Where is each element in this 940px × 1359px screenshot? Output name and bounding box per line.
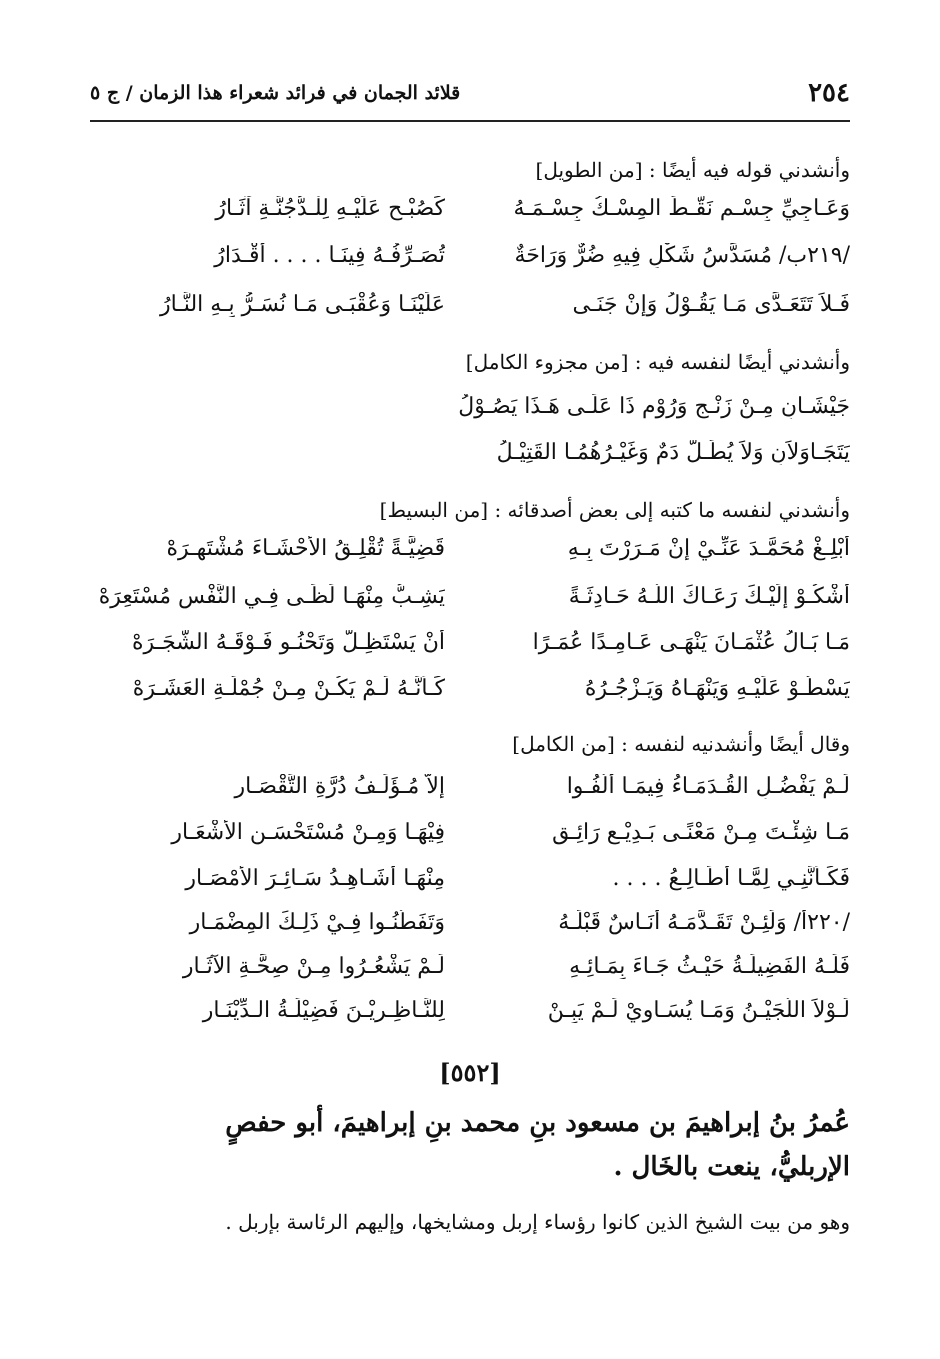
poem-verse — [90, 243, 850, 285]
verse-first-hemistich: فَـلاَ تَتَعَـدَّى مَـا يَقُـوْلُ وَإِنْ جَنَـى — [572, 292, 850, 317]
page-number: ٢٥٤ — [808, 78, 850, 108]
poem-verse — [90, 954, 850, 996]
verse-second-hemistich: قَضِيَّـةً تُقْلِـقُ الأَحْشَـاءَ مُشْتَهِـرَهْ — [166, 536, 445, 561]
verse-first-hemistich: مَـا شِئْـتَ مِـنْ مَعْنًـى بَـدِيْـعٍ رَائِـقٍ — [552, 820, 850, 845]
verse-second-hemistich: لَـمْ يَشْعُـرُوا مِـنْ صِحَّـةِ الآثَـارِ — [182, 954, 445, 979]
verse-full-line: جَيْشَـانِ مِـنْ زَنْـجٍ وَرُوْمٍ ذَا عَلَـى هَـذَا يَصُـوْلُ — [458, 394, 850, 419]
verse-second-hemistich: عَلَيْنَـا وَعُقْبَـى مَـا نُسَـرُّ بِـهِ النَّـارُ — [160, 292, 445, 317]
verse-second-hemistich: مِنْهَـا أُشَـاهِـدُ سَـائِـرَ الأَمْصَـارِ — [185, 866, 445, 891]
poem-verse — [90, 630, 850, 672]
verse-first-hemistich: أَبْلِـغْ مُحَمَّـدَ عَنِّـيْ إِنْ مَـرَرْتَ بِـهِ — [567, 536, 850, 561]
verse-first-hemistich: فَكَـأَنَّنِـي لِمَّـا أُطَـالِـعُ . . . . — [612, 866, 850, 891]
verse-first-hemistich: أَشْكُـوْ إِلَيْـكَ رَعَـاكَ اللَّـهُ حَـادِثَـةً — [568, 584, 850, 609]
poem-verse — [90, 292, 850, 334]
poem-verse — [90, 676, 850, 718]
poem-verse — [90, 440, 850, 482]
verse-second-hemistich: تُصَـرِّفُـهُ فِينَـا . . . . أَقْـدَارُ — [214, 243, 445, 268]
verse-first-hemistich: وَعَـاجِيِّ جِسْـمٍ نَقَّـطَ المِسْـكُ جِسْـمَـهُ — [513, 196, 850, 221]
verse-second-hemistich: لِلنَّـاظِـرِيْـنَ فَضِيْلَـةُ الـدِّيْنَـارِ — [202, 998, 445, 1023]
poem-verse — [90, 196, 850, 238]
poem-verse — [90, 394, 850, 436]
section-4-intro: وقال أيضًا وأنشدنيه لنفسه : [من الكامل] — [512, 732, 850, 756]
verse-second-hemistich: كَـأَنَّـهُ لَـمْ يَكُـنْ مِـنْ جُمْلَـةِ العَشَـرَهْ — [132, 676, 445, 701]
poem-verse — [90, 820, 850, 862]
verse-second-hemistich: إِلاَّ مُـؤَلِّـفُ دُرَّةِ التَّقْصَـارِ — [234, 774, 445, 799]
header-rule — [90, 120, 850, 122]
poem-verse — [90, 910, 850, 952]
verse-second-hemistich: كَصُبْـحٍ عَلَيْـهِ لِلْـدُّجُنَّـةِ آثَـارُ — [215, 196, 445, 221]
running-title: قلائد الجمان في فرائد شعراء هذا الزمان / ج ٥ — [90, 82, 461, 104]
poem-verse — [90, 998, 850, 1040]
entry-title-line-2: الإربليُّ، ينعت بالخَال . — [613, 1152, 850, 1182]
verse-first-hemistich: /٢٢٠أ/ وَلَئِـنْ تَقَـدَّمَـهُ أُنَـاسٌ قَبْلَـهُ — [558, 910, 850, 935]
entry-number: [٥٥٢] — [439, 1058, 501, 1087]
poem-verse — [90, 866, 850, 908]
section-2-intro: وأنشدني أيضًا لنفسه فيه : [من مجزوء الكامل] — [465, 350, 850, 374]
page-header — [90, 70, 850, 116]
section-3-intro: وأنشدني لنفسه ما كتبه إلى بعض أصدقائه : [من البسيط] — [379, 498, 850, 522]
verse-first-hemistich: فَلَـهُ الفَضِيلَـةُ حَيْـثُ جَـاءَ بِمَـائِـهِ — [569, 954, 850, 979]
verse-first-hemistich: يَسْطُـوْ عَلَيْـهِ وَيَنْهَـاهُ وَيَـزْجُـرُهُ — [584, 676, 850, 701]
poem-verse — [90, 584, 850, 626]
verse-first-hemistich: لَـوْلاَ اللُّجَيْـنُ وَمَـا يُسَـاوِيْ لَـمْ يَبِـنْ — [547, 998, 850, 1023]
verse-second-hemistich: يَشِـبُّ مِنْهَـا لَظَـى فِـي النَّفْسِ مُسْتَعِرَهْ — [98, 584, 445, 609]
verse-second-hemistich: وَتَفَطَّنُـوا فِـيْ ذَلِـكَ المِضْمَـارِ — [189, 910, 445, 935]
section-1-intro: وأنشدني قوله فيه أيضًا : [من الطويل] — [535, 158, 850, 182]
poem-verse — [90, 536, 850, 578]
entry-title-line-1: عُمرُ بنُ إبراهيمَ بن مسعود بنِ محمد بنِ إبراهيمَ، أبو حفصٍ — [225, 1108, 850, 1138]
verse-first-hemistich: /٢١٩ب/ مُسَدَّسُ شَكْلٍ فِيهِ ضُرٌّ وَرَاحَةٌ — [514, 243, 850, 268]
verse-second-hemistich: أَنْ يَسْتَظِـلَّ وَتَحْنُـو فَـوْقَـهُ الشَّجَـرَهْ — [131, 630, 445, 655]
verse-second-hemistich: فِيْهَـا وَمِـنْ مُسْتَحْسَـنِ الأَشْعَـارِ — [171, 820, 445, 845]
verse-first-hemistich: مَـا بَـالُ عُثْمَـانَ يَنْهَـى عَـامِـدًا عُمَـرًا — [532, 630, 850, 655]
poem-verse — [90, 774, 850, 816]
entry-body-text: وهو من بيت الشيخ الذين كانوا رؤساء إربل ومشايخها، وإليهم الرئاسة بإربل . — [225, 1210, 850, 1234]
verse-full-line: يَتَجَـاوَلاَنِ وَلاَ يُطَـلُّ دَمٌ وَغَيْـرُهُمُـا القَتِيْـلُ — [496, 440, 850, 465]
verse-first-hemistich: لَـمْ يَفْضُـلِ القُـدَمَـاءُ فِيمَـا أَلَّفُـوا — [566, 774, 850, 799]
